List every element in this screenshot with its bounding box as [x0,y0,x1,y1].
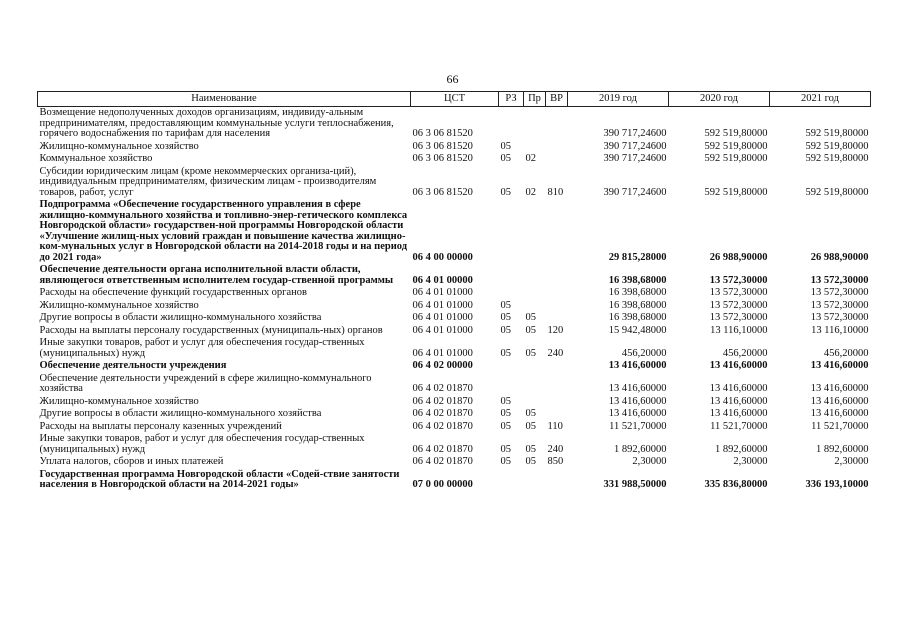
header-2021: 2021 год [770,92,871,107]
row-cst: 06 4 02 01870 [412,383,473,394]
row-2020-value: 13 572,30000 [709,287,768,298]
row-2019-value: 16 398,68000 [608,287,667,298]
table-row [38,166,871,200]
row-2020-value: 13 416,60000 [709,383,768,394]
row-name: Государственная программа Новгородской области «Содей-ствие занятости населения в Новгородской области на 2014-2021 годы» [39,468,400,490]
row-2020-value: 13 116,10000 [710,324,768,336]
row-2021-value: 13 416,60000 [810,383,869,394]
header-2020: 2020 год [669,92,770,107]
row-pr [524,396,546,409]
row-2019-value: 2,30000 [632,456,667,467]
row-pr [524,141,546,154]
row-cst: 06 4 02 01870 [412,408,473,419]
row-rz: 05 [500,153,511,164]
row-vr [546,107,568,141]
row-name: Субсидии юридическим лицам (кроме некоммерческих организа-ций), индивидуальным предпринимателям, физическим лицам - производителям товаров, работ, услуг [39,165,377,198]
row-cst: 06 3 06 81520 [412,128,473,139]
row-vr: 810 [547,186,564,198]
row-pr [524,360,546,373]
row-2020-value: 11 521,70000 [710,420,768,432]
row-2021-value: 13 416,60000 [810,360,869,371]
row-pr [524,373,546,396]
row-name: Жилищно-коммунальное хозяйство [39,395,199,407]
row-2019-value: 11 521,70000 [609,420,667,432]
row-2019-value: 29 815,28000 [608,251,667,263]
row-vr [546,264,568,287]
row-cst: 06 4 02 00000 [412,360,473,371]
row-2019-value: 13 416,60000 [608,408,667,419]
row-name: Возмещение недополученных доходов организациям, индивиду-альным предпринимателям, предоставляющим коммунальные услуги теплоснабжения, горячего водоснабжения по тарифам для населения [39,107,394,139]
row-cst: 06 4 01 01000 [412,347,473,359]
row-vr [546,153,568,166]
row-cst: 06 4 01 01000 [412,299,473,311]
table-row [38,199,871,264]
row-2021-value: 592 519,80000 [805,128,869,139]
row-vr [546,312,568,325]
row-2020-value: 592 519,80000 [704,128,768,139]
row-rz: 05 [500,347,511,359]
row-2021-value: 13 116,10000 [811,324,869,336]
row-name: Обеспечение деятельности учреждения [39,360,227,371]
row-vr: 240 [547,347,564,359]
row-vr [546,287,568,300]
row-name: Иные закупки товаров, работ и услуг для обеспечения государ-ственных (муниципальных) нужд [39,337,365,359]
header-row [38,92,871,107]
budget-table [37,91,871,492]
row-cst: 06 4 02 01870 [412,456,473,467]
row-2019-value: 390 717,24600 [603,153,667,164]
row-2019-value: 15 942,48000 [608,324,667,336]
row-cst: 06 4 01 01000 [412,324,473,336]
table-row [38,264,871,287]
row-pr [524,264,546,287]
row-pr [524,199,546,264]
row-2019-value: 331 988,50000 [603,479,667,490]
row-2019-value: 1 892,60000 [614,443,667,455]
row-vr: 110 [547,420,563,432]
row-2020-value: 1 892,60000 [715,443,768,455]
row-name: Иные закупки товаров, работ и услуг для обеспечения государ-ственных (муниципальных) нужд [39,433,365,455]
row-2021-value: 11 521,70000 [811,420,869,432]
row-rz: 05 [500,420,511,432]
row-2021-value: 26 988,90000 [810,251,869,263]
row-pr: 05 [525,312,536,323]
row-2021-value: 1 892,60000 [816,443,869,455]
row-rz: 05 [500,312,511,323]
table-row [38,325,871,338]
row-vr [546,300,568,313]
row-name: Другие вопросы в области жилищно-коммунального хозяйства [39,408,322,419]
row-vr [546,373,568,396]
row-2021-value: 13 416,60000 [810,408,869,419]
row-cst: 06 4 02 01870 [412,420,473,432]
row-rz [499,373,524,396]
header-pr: Пр [524,92,546,107]
row-2020-value: 13 416,60000 [709,408,768,419]
row-rz: 05 [500,299,511,311]
header-rz: РЗ [499,92,524,107]
table-row [38,433,871,456]
row-name: Другие вопросы в области жилищно-коммунального хозяйства [39,312,322,323]
row-2019-value: 16 398,68000 [608,312,667,323]
row-vr [546,469,568,492]
row-2019-value: 456,20000 [621,347,667,359]
row-pr: 05 [525,443,536,455]
row-cst: 06 4 00 00000 [412,251,473,263]
row-rz: 05 [500,443,511,455]
row-2020-value: 592 519,80000 [704,186,768,198]
row-pr: 05 [525,456,536,467]
row-cst: 06 4 01 01000 [412,287,473,298]
table-row [38,373,871,396]
row-2020-value: 456,20000 [722,347,768,359]
row-rz: 05 [500,186,511,198]
table-row [38,396,871,409]
row-vr [546,396,568,409]
row-pr: 05 [525,408,536,419]
row-name: Расходы на выплаты персоналу казенных учреждений [39,420,282,432]
row-pr [524,300,546,313]
row-2020-value: 13 416,60000 [709,395,768,407]
row-2021-value: 13 572,30000 [810,274,869,286]
table-row [38,287,871,300]
row-name: Уплата налогов, сборов и иных платежей [39,456,224,467]
table-row [38,153,871,166]
table-row [38,300,871,313]
row-vr [546,408,568,421]
table-row [38,469,871,492]
row-pr: 02 [525,153,536,164]
row-cst: 06 3 06 81520 [412,153,473,164]
row-name: Подпрограмма «Обеспечение государственного управления в сфере жилищно-коммунального хозяйства и топливно-энер-гетического комплекса Новгородской области» государствен-ной программы Новгородской области «Улучшение жилищ-ных условий граждан и повышение качества жилищно-ком-мунальных услуг в Новгородской области на 2014-2018 годы и на период до 2021 года» [39,199,408,263]
row-pr: 05 [525,347,536,359]
row-rz [499,287,524,300]
row-2019-value: 16 398,68000 [608,274,667,286]
header-vr: ВР [546,92,568,107]
row-rz [499,107,524,141]
row-vr [546,199,568,264]
row-rz [499,360,524,373]
row-2021-value: 13 572,30000 [810,299,869,311]
row-2020-value: 13 572,30000 [709,274,768,286]
row-name: Обеспечение деятельности учреждений в сфере жилищно-коммунального хозяйства [39,372,372,394]
row-rz: 05 [500,324,511,336]
row-pr [524,287,546,300]
row-2021-value: 336 193,10000 [805,479,869,490]
row-2021-value: 13 572,30000 [810,312,869,323]
row-vr [546,360,568,373]
row-2020-value: 2,30000 [733,456,768,467]
row-2021-value: 13 572,30000 [810,287,869,298]
row-2020-value: 592 519,80000 [704,153,768,164]
row-vr: 120 [547,324,564,336]
row-cst: 06 4 01 01000 [412,312,473,323]
row-rz: 05 [500,395,511,407]
row-vr: 850 [547,456,564,467]
row-cst: 07 0 00 00000 [412,479,473,490]
row-2019-value: 16 398,68000 [608,299,667,311]
table-row [38,312,871,325]
row-2019-value: 390 717,24600 [603,186,667,198]
row-rz: 05 [500,456,511,467]
row-2019-value: 13 416,60000 [608,395,667,407]
row-name: Расходы на выплаты персоналу государственных (муниципаль-ных) органов [39,324,383,336]
header-name: Наименование [38,92,411,107]
row-pr: 05 [525,420,536,432]
row-cst: 06 4 01 00000 [412,274,473,286]
row-2021-value: 2,30000 [834,456,869,467]
row-2019-value: 13 416,60000 [608,360,667,371]
table-row [38,421,871,434]
row-cst: 06 4 02 01870 [412,395,473,407]
table-row [38,360,871,373]
row-2020-value: 13 416,60000 [709,360,768,371]
row-2020-value: 26 988,90000 [709,251,768,263]
row-2021-value: 13 416,60000 [810,395,869,407]
header-cst: ЦСТ [411,92,499,107]
row-cst: 06 3 06 81520 [412,140,473,152]
row-name: Расходы на обеспечение функций государственных органов [39,287,307,298]
row-2020-value: 13 572,30000 [709,312,768,323]
row-name: Обеспечение деятельности органа исполнительной власти области, являющегося ответственным исполнителем государ-ственной программы [39,264,394,286]
row-pr [524,107,546,141]
row-rz: 05 [500,140,511,152]
row-2019-value: 390 717,24600 [603,128,667,139]
row-2021-value: 456,20000 [823,347,869,359]
row-2020-value: 13 572,30000 [709,299,768,311]
row-name: Коммунальное хозяйство [39,153,153,164]
row-vr: 240 [547,443,564,455]
row-rz [499,264,524,287]
row-cst: 06 3 06 81520 [412,186,473,198]
row-vr [546,141,568,154]
row-rz [499,469,524,492]
table-row [38,107,871,141]
row-name: Жилищно-коммунальное хозяйство [39,140,199,152]
row-2019-value: 390 717,24600 [603,140,667,152]
row-2021-value: 592 519,80000 [805,140,869,152]
table-row [38,337,871,360]
row-cst: 06 4 02 01870 [412,443,473,455]
row-2021-value: 592 519,80000 [805,153,869,164]
row-2021-value: 592 519,80000 [805,186,869,198]
row-2020-value: 592 519,80000 [704,140,768,152]
row-rz [499,199,524,264]
row-2019-value: 13 416,60000 [608,383,667,394]
row-rz: 05 [500,408,511,419]
table-row [38,141,871,154]
table-row [38,456,871,469]
row-2020-value: 335 836,80000 [704,479,768,490]
row-name: Жилищно-коммунальное хозяйство [39,299,199,311]
page-number: 66 [446,72,459,86]
header-2019: 2019 год [568,92,669,107]
row-pr: 02 [525,186,536,198]
row-pr [524,469,546,492]
row-pr: 05 [525,324,536,336]
table-row [38,408,871,421]
